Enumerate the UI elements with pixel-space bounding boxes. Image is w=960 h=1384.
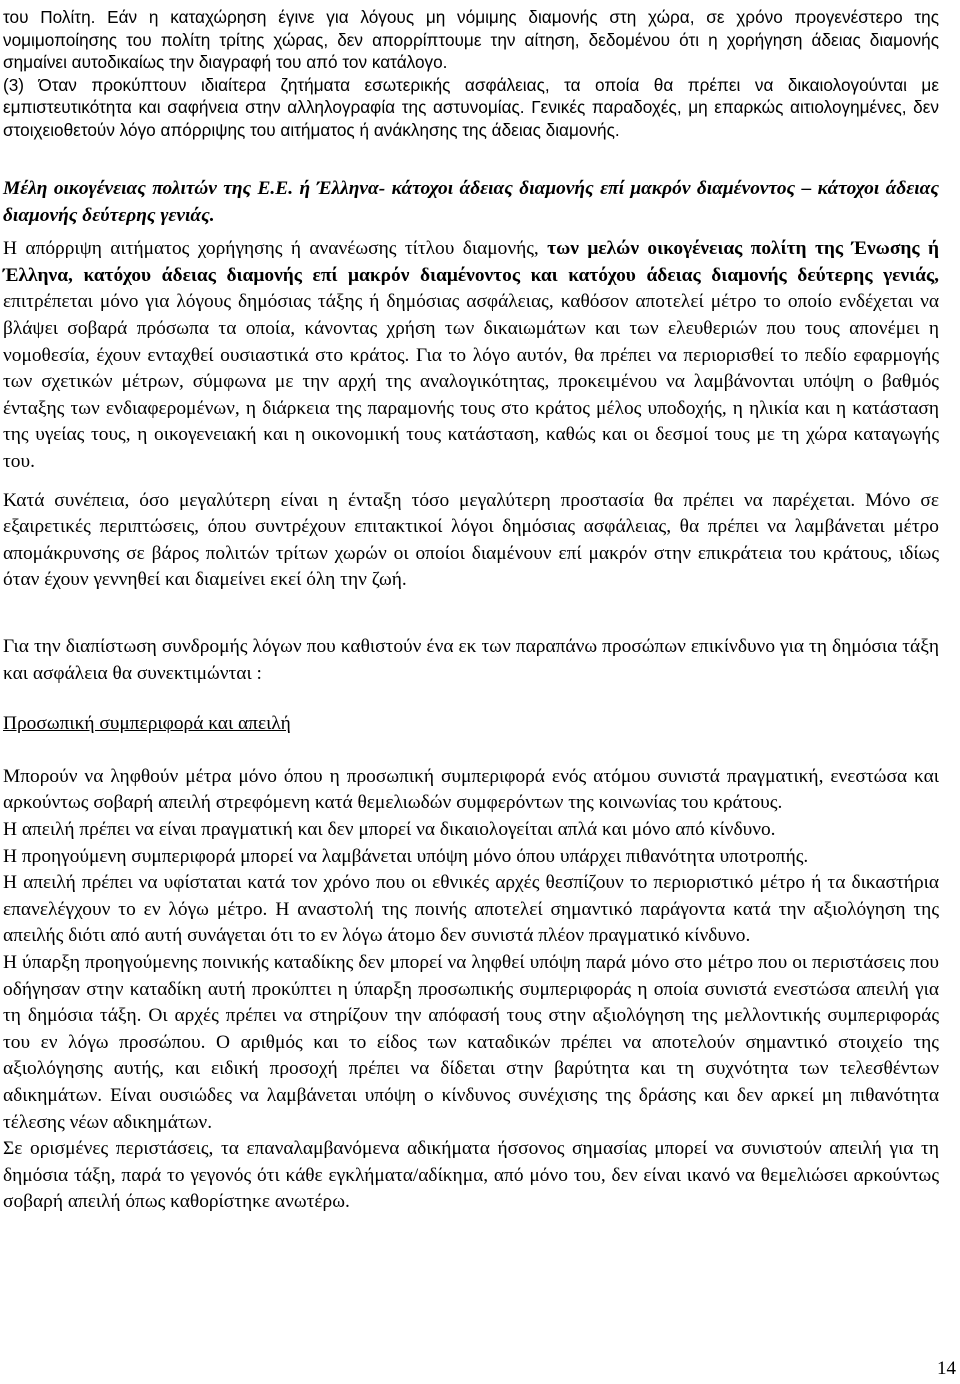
criteria-intro: Για την διαπίστωση συνδρομής λόγων που καθιστούν ένα εκ των παραπάνω προσώπων επικίνδυνο για τη δημόσια τάξη και ασφάλεια θα συνεκτιμώνται : [3,636,939,684]
criteria-section [3,634,939,1216]
criterion-item: Η προηγούμενη συμπεριφορά μπορεί να λαμβάνεται υπόψη μόνο όπου υπάρχει πιθανότητα υποτροπής. [3,845,809,867]
criterion-item: Σε ορισμένες περιστάσεις, τα επαναλαμβανόμενα αδικήματα ήσσονος σημασίας μπορεί να συνιστούν απειλή για τη δημόσια τάξη, παρά το γεγονός ότι κάθε εγκλήματα/αδίκημα, από μόνο του, δεν είναι ικανό να θεμελιώσει αρκούντως σοβαρή απειλή όπως καθορίστηκε ανωτέρω. [3,1138,939,1213]
subheading: Προσωπική συμπεριφορά και απειλή [3,713,291,735]
paragraph-1: του Πολίτη. Εάν η καταχώρηση έγινε για λόγους μη νόμιμης διαμονής στη χώρα, σε χρόνο προγενέστερο της νομιμοποίησης του πολίτη τρίτης χώρας, δεν απορρίπτουμε την αίτηση, δεδομένου ότι η χορήγηση άδειας διαμονής σημαίνει αυτοδικαίως την διαγραφή του από τον κατάλογο. [3,7,939,72]
family-paragraph-bold: των μελών οικογένειας πολίτη της Ένωσης ή Έλληνα, κατόχου άδειας διαμονής επί μακρόν διαμένοντος και κατόχου άδειας διαμονής δεύτερης γενιάς, [3,238,939,286]
criteria-list [3,764,939,1216]
intro-section [3,6,939,141]
consequence-paragraph: Κατά συνέπεια, όσο μεγαλύτερη είναι η ένταξη τόσο μεγαλύτερη προστασία θα πρέπει να παρέχεται. Μόνο σε εξαιρετικές περιπτώσεις, όπου συντρέχουν επιτακτικοί λόγοι δημόσιας ασφάλειας, θα πρέπει να λαμβάνεται μέτρο απομάκρυνσης σε βάρος πολιτών τρίτων χωρών οι οποίοι διαμένουν επί μακρόν στην επικράτεια του κράτους, ιδίως όταν έχουν γεννηθεί και διαμείνει εκεί όλη την ζωή. [3,489,939,591]
criterion-item: Η ύπαρξη προηγούμενης ποινικής καταδίκης δεν μπορεί να ληφθεί υπόψη παρά μόνο στο μέτρο που οι περιστάσεις που οδήγησαν στην καταδίκη αυτή προκύπτει η ύπαρξη προσωπικής συμπεριφοράς η οποία συνιστά ενεστώσα απειλή για τη δημόσια τάξη. Οι αρχές πρέπει να στηρίζουν την απόφασή τους στην αξιολόγηση της μελλοντικής συμπεριφοράς του εν λόγω προσώπου. Ο αριθμός και το είδος των καταδικών πρέπει να αποτελούν σημαντικό στοιχείο της αξιολόγησης αυτής, και ειδική προσοχή πρέπει να δίδεται στην βαρύτητα και τη συχνότητα των τελεσθέντων αδικημάτων. Είναι ουσιώδες να λαμβάνεται υπόψη ο κίνδυνος συνέχισης της δράσης και δεν αρκεί μη πιθανότητα τέλεσης νέων αδικημάτων. [3,951,939,1133]
criterion-item: Η απειλή πρέπει να είναι πραγματική και δεν μπορεί να δικαιολογείται απλά και μόνο από κίνδυνο. [3,818,776,840]
criterion-item: Μπορούν να ληφθούν μέτρα μόνο όπου η προσωπική συμπεριφορά ενός ατόμου συνιστά πραγματική, ενεστώσα και αρκούντως σοβαρή απειλή στρεφόμενη κατά θεμελιωδών συμφερόντων της κοινωνίας του κράτους. [3,765,939,814]
family-paragraph-rest: επιτρέπεται μόνο για λόγους δημόσιας τάξης ή δημόσιας ασφάλειας, καθόσον αποτελεί μέτρο το οποίο ενδέχεται να βλάψει σοβαρά πρόσωπα τα οποία, κάνοντας χρήση των δικαιωμάτων και των ελευθεριών που τους απονέμει η νομοθεσία, έχουν ενταχθεί ουσιαστικά στο κράτος. Για το λόγο αυτόν, θα πρέπει να περιορισθεί το πεδίο εφαρμογής των σχετικών μέτρων, σύμφωνα με την αρχή της αναλογικότητας, προκειμένου να λαμβάνονται υπόψη ο βαθμός ένταξης των ενδιαφερομένων, η διάρκεια της παραμονής τους στο κράτος μέλος υποδοχής, η ηλικία και η κατάσταση της υγείας τους, η οικογενειακή και η οικονομική τους κατάσταση, καθώς και οι δεσμοί τους με τη χώρα καταγωγής του. [3,291,939,472]
paragraph-2: (3) Όταν προκύπτουν ιδιαίτερα ζητήματα εσωτερικής ασφάλειας, τα οποία θα πρέπει να δικαιολογούνται με εμπιστευτικότητα και σαφήνεια στην αλληλογραφία της αστυνομίας. Γενικές παραδοχές, μη επαρκώς αιτιολογημένες, δεν στοιχειοθετούν λόγο απόρριψης του αιτήματος ή ανάκλησης της άδειας διαμονής. [3,74,939,140]
family-paragraph-lead: Η απόρριψη αιτήματος χορήγησης ή ανανέωσης τίτλου διαμονής, [3,238,548,260]
criterion-item: Η απειλή πρέπει να υφίσταται κατά τον χρόνο που οι εθνικές αρχές θεσπίζουν το περιοριστικό μέτρο ή τα δικαστήρια επανελέγχουν το εν λόγω μέτρο. Η αναστολή της ποινής αποτελεί σημαντικό παράγοντα κατά την αξιολόγηση της απειλής διότι από αυτή συνάγεται ότι το εν λόγω άτομο δεν συνιστά πλέον πραγματικό κίνδυνο. [3,872,939,947]
family-paragraph [3,236,939,475]
page-number: 14 [937,1358,956,1379]
family-section [3,176,939,594]
section-heading: Μέλη οικογένειας πολιτών της Ε.Ε. ή Έλληνα- κάτοχοι άδειας διαμονής επί μακρόν διαμένοντος – κάτοχοι άδειας διαμονής δεύτερης γενιάς. [3,178,939,226]
